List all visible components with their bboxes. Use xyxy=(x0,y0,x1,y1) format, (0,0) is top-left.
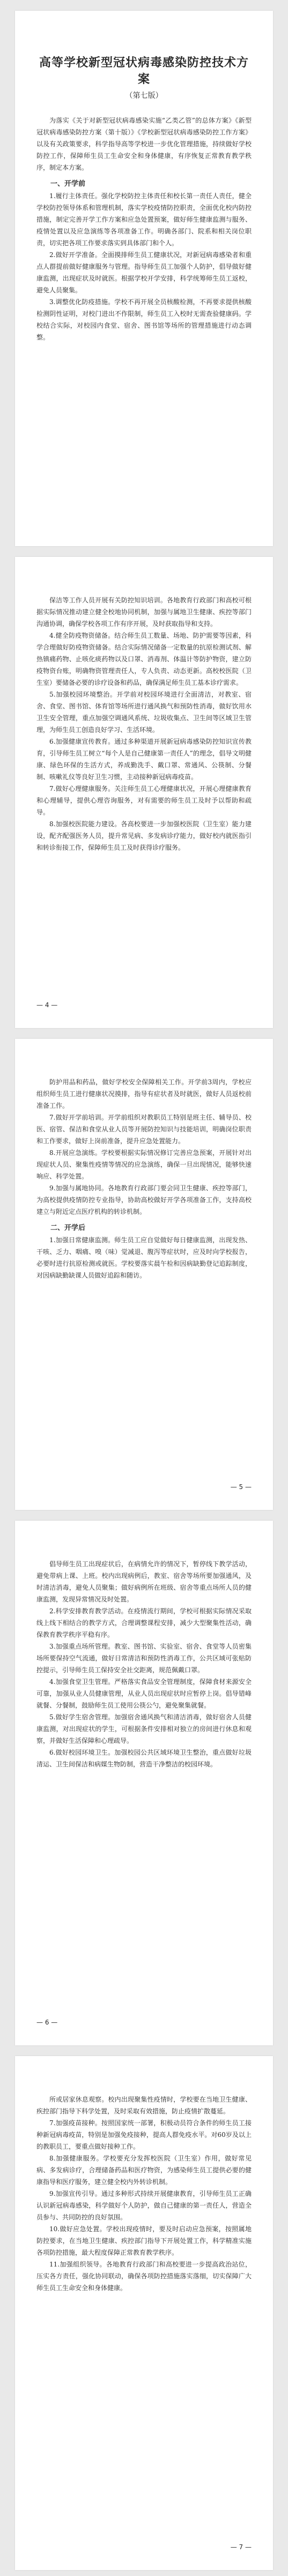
paragraph: 7.加强疫苗接种。按照国家统一部署，积极动员符合条件的师生员工接种新冠病毒疫苗，特别是加强免疫接种，提高人群免疫水平。对60岁及以上的教职员工，要重点做好接种工作。 xyxy=(36,2119,252,2150)
page-1-body xyxy=(36,115,252,343)
document-page-1 xyxy=(15,11,273,546)
page-5-body xyxy=(36,2094,252,2294)
paragraph: 8.加强校医院能力建设。各高校要进一步加强校医院（卫生室）能力建设，配齐配强医务人员，提升常见病、多发病诊疗能力，做好校内就医指引和转诊衔接工作，保障师生员工及时获得诊疗服务。 xyxy=(36,820,252,851)
page-number: — 6 — xyxy=(36,2019,58,2026)
paragraph: 9.加强宣传引导。通过多种形式持续开展健康教育，引导师生员工正确认识新冠病毒感染，科学做好个人防护，做自己健康的第一责任人，营造全员参与、共同防控的良好氛围。 xyxy=(36,2190,252,2221)
paragraph: 防护用品和药品，做好学校安全保障相关工作。开学前3周内，学校应组织师生员工进行健康状况摸排，指导有症状者及时就医，做好人员返校前准备工作。 xyxy=(36,1078,252,1109)
page-number: — 4 — xyxy=(36,1001,58,1009)
paragraph: 2.做好开学准备。全面摸排师生员工健康状况，对新冠病毒感染者和重点人群提前做好健康服务与管理。指导师生员工加强个人防护，倡导做好健康监测，出现症状及时就医。根据学校开学安排，科学统筹师生员工返校，避免人员聚集。 xyxy=(36,251,252,294)
paragraph: 8.开展应急演练。学校要根据实际情况修订完善应急预案，开展针对出现症状人员、聚集性疫情等情况的应急演练，确保一旦出现情况，能够快速响应、科学处置。 xyxy=(36,1149,252,1180)
paragraph: 7.做好心理健康服务。关注师生员工心理健康状况，开展心理健康教育和心理辅导，提供心理咨询服务，对有需要的师生员工及时予以帮助和疏导。 xyxy=(36,785,252,816)
paragraph: 4.加强食堂卫生管理。严格落实食品安全管理制度，保障食材来源安全可靠，加强从业人员健康管理，从业人员出现症状时应暂停上岗。倡导错峰就餐、分餐制，鼓励师生员工使用公筷公勺，避免聚集就餐。 xyxy=(36,1678,252,1709)
document-title: 高等学校新型冠状病毒感染防控技术方案 xyxy=(39,56,249,86)
paragraph: 10.做好应急处置。学校出现疫情时，要及时启动应急预案，按照属地防控要求，在当地卫生健康、疾控部门指导下开展处置工作，科学精准实施各项防控措施，最大程度保障正常教育教学秩序。 xyxy=(36,2225,252,2256)
paragraph: 5.做好学生宿舍管理。加强宿舍通风换气和清洁消毒，做好宿舍人员健康监测，对出现症状的学生，可根据条件安排相对独立的房间进行休息和观察，并做好生活保障和心理疏导。 xyxy=(36,1713,252,1744)
page-4-body xyxy=(36,1558,252,1770)
paragraph: 3.加强重点场所管理。教室、图书馆、实验室、宿舍、食堂等人员密集场所要保持空气流通，做好日常清洁和预防性消毒工作，公共区域可张贴防控提示，引导师生员工保持安全社交距离，规范佩戴口罩。 xyxy=(36,1643,252,1674)
paragraph: 1.履行主体责任。强化学校防控主体责任和校长第一责任人责任，健全学校防控领导体系和管理机制，落实学校疫情防控职责，全面优化校内防控措施，制定完善开学工作方案和应急处置预案，做好师生健康监测与服务、疫情处置以及应急演练等各项准备工作。明确各部门、院系和相关岗位职责，切实把各项工作要求落实到具体部门和个人。 xyxy=(36,192,252,247)
paragraph: 6.做好校园环境卫生。加强校园公共区域环境卫生整治，重点做好垃圾清运、卫生间保洁和病媒生物防制，营造干净整洁的校园环境。 xyxy=(36,1749,252,1768)
paragraph: 2.科学安排教育教学活动。在疫情流行期间，学校可根据实际情况采取线上线下相结合的教学方式，合理调整课程安排，减少大型聚集性活动，确保教育教学秩序平稳有序。 xyxy=(36,1607,252,1638)
paragraph: 倡导师生员工出现症状后，在病情允许的情况下，暂停线下教学活动，避免带病上课、上班。校内出现病例后，教室、宿舍等场所要加强通风，及时清洁消毒，避免人员聚集；做好病例所在班级、宿舍等重点场所人员的健康监测，发现异常情况及时处置。 xyxy=(36,1560,252,1603)
paragraph: 4.健全防疫物资储备。结合师生员工数量、场地、防护需要等因素，科学合理做好防疫物资储备。结合实际情况储备一定数量的抗原检测试剂、解热镇痛药物、止咳化痰药物以及口罩、消毒剂、体温计等防护物资，建立防疫物资台账，明确物资管理责任人，专人负责、动态更新。高校校医院（卫生室）要储备必要的诊疗设备和药品，确保满足师生员工基本诊疗需求。 xyxy=(36,632,252,686)
page-number: — 7 — xyxy=(230,2543,252,2551)
page-2-body xyxy=(36,594,252,853)
paragraph: 9.加强与属地协同。各地教育行政部门要会同卫生健康、疾控等部门，为高校提供疫情防控专业指导，协助高校做好开学各项准备工作，支持高校建立与附近定点医疗机构的转诊机制。 xyxy=(36,1184,252,1215)
document-page-4 xyxy=(15,1521,273,2045)
paragraph: 3.调整优化防疫措施。学校不再开展全员核酸检测，不再要求提供核酸检测阴性证明，对校门进出不作限制，师生员工入校时无需查验健康码。学校结合实际，对校园内食堂、宿舍、图书馆等场所的管理措施进行动态调整。 xyxy=(36,298,252,341)
document-page-5 xyxy=(15,2056,273,2570)
section-heading: 二、开学后 xyxy=(50,1224,86,1232)
document-page-3 xyxy=(15,1039,273,1510)
paragraph: 5.加强校园环境整治。开学前对校园环境进行全面清洁，对教室、宿舍、食堂、图书馆、体育馆等场所进行通风换气和预防性消毒，做好饮用水卫生安全管理，重点加强空调通风系统、垃圾收集点、卫生间等区域卫生管理，为师生员工创造良好学习、生活环境。 xyxy=(36,691,252,734)
paragraph: 所或居家休息观察。校内出现聚集性疫情时，学校要在当地卫生健康、疾控部门指导下科学处置，及时采取有效措施，防止疫情扩散蔓延。 xyxy=(36,2096,252,2115)
paragraph: 11.加强组织领导。各地教育行政部门和高校要进一步提高政治站位，压实各方责任，强化协同联动，确保各项防控措施落实落细，切实保障广大师生员工生命安全和身体健康。 xyxy=(36,2261,252,2292)
paragraph: 7.做好开学前培训。开学前组织对教职员工特别是班主任、辅导员、校医、宿管、保洁和食堂从业人员等开展防控知识与技能培训，明确岗位职责和工作要求，做好上岗前准备，提升应急处置能力。 xyxy=(36,1114,252,1145)
paragraph: 1.加强日常健康监测。师生员工应自觉做好每日健康监测，出现发热、干咳、乏力、咽痛、嗅（味）觉减退、腹泻等症状时，应及时向学校报告，必要时进行抗原检测或就医。学校要落实晨午检和因病缺勤登记追踪制度，对因病缺勤缺课人员做好追踪和随访。 xyxy=(36,1236,252,1279)
page-3-body xyxy=(36,1076,252,1281)
page-number: — 5 — xyxy=(230,1483,252,1491)
document-subtitle: （第七版） xyxy=(125,92,163,100)
paragraph: 保洁等工作人员开展有关防控知识培训。各地教育行政部门和高校可根据实际情况推动建立健全校地协同机制，加强与属地卫生健康、疾控等部门沟通协调，确保学校各项工作有序开展，及时获取指导和支持。 xyxy=(36,596,252,628)
section-heading: 一、开学前 xyxy=(50,180,86,188)
paragraph: 为落实《关于对新型冠状病毒感染实施“乙类乙管”的总体方案》《新型冠状病毒感染防控方案（第十版）》《学校新型冠状病毒感染防控工作方案》以及有关政策要求，科学指导高等学校进一步优化管理措施，持续做好学校防控工作，保障师生员工生命安全和身体健康，有序恢复正常教育教学秩序，制定本方案。 xyxy=(36,117,252,171)
paragraph: 8.加强健康服务。学校要充分发挥校医院（卫生室）作用，做好常见病、多发病诊疗，合理储备药品和医疗物资，为感染师生员工提供必要的健康指导和医疗服务，建立健全校内外转诊机制。 xyxy=(36,2155,252,2186)
paragraph: 6.加强健康宣传教育。通过多种渠道开展新冠病毒感染防控知识宣传教育，引导师生员工树立“每个人是自己健康第一责任人”的理念，倡导文明健康、绿色环保的生活方式，养成勤洗手、戴口罩、常通风、公筷制、分餐制、咳嗽礼仪等良好卫生习惯，主动接种新冠病毒疫苗。 xyxy=(36,738,252,781)
document-page-2 xyxy=(15,557,273,1028)
